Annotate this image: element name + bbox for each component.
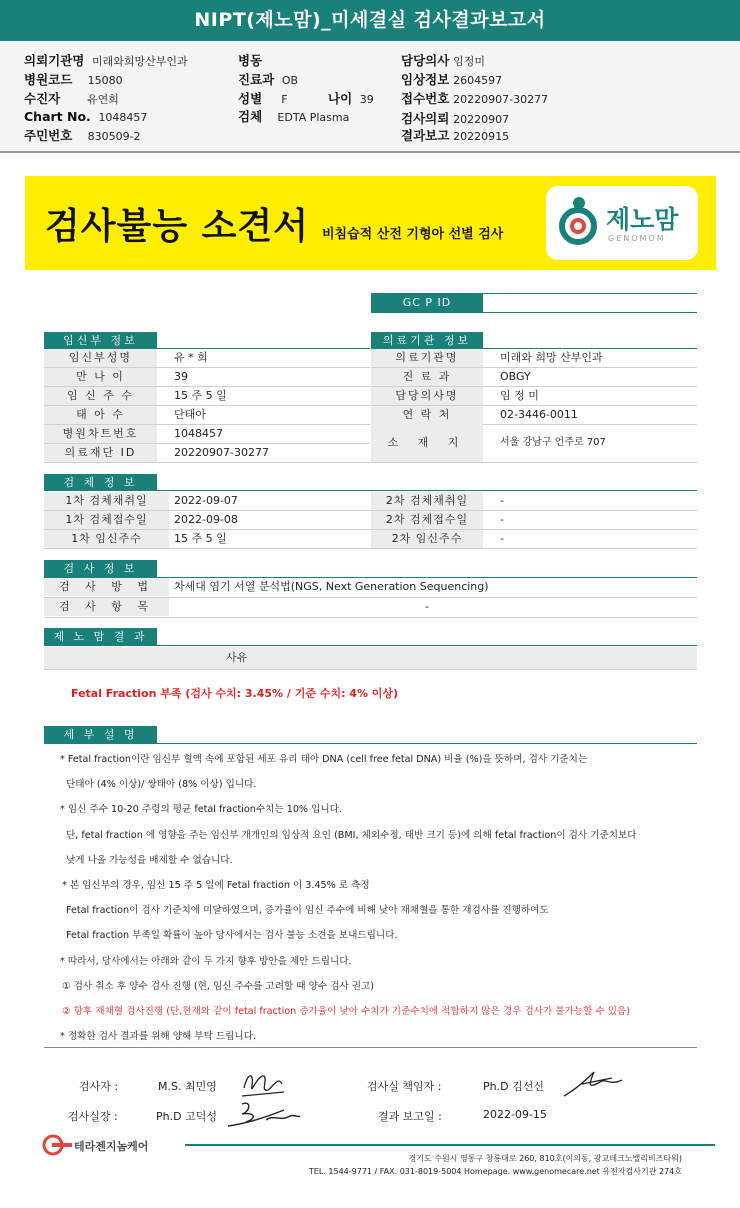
banner-title: 검사불능 소견서 [45,206,309,247]
chart-no-field: Chart No. 1048457 [24,109,148,124]
institution-field-value: 02-3446-0011 [500,408,578,421]
gcpid-bottom-line [371,312,697,313]
specimen-field-value: 2022-09-07 [174,494,238,507]
footer-address: 경기도 수원시 영통구 창룡대로 260, 810호(이의동, 광교테크노밸리비즈타워) [408,1154,682,1163]
director-name: Ph.D 고덕성 [156,1110,217,1123]
company-logo-icon [42,1134,74,1156]
test-bottom-line [44,617,697,618]
specimen-field-label: 1차 임신주수 [44,530,169,548]
sex-field: 성별 F [238,91,288,106]
patient-field-label: 태 아 수 [44,406,157,424]
institution-section-header: 의료기관 정보 [371,332,483,349]
result-bottom-line [44,669,697,670]
specimen-field-label: 1차 검체채취일 [44,492,169,510]
gcpid-label: GC P ID [371,293,483,312]
patient-field-value: 39 [174,370,188,383]
dept-field: 진료과 OB [238,72,299,87]
detail-note-line: * 정확한 검사 결과를 위해 양해 부탁 드립니다. [60,1031,257,1043]
detail-top-line [44,743,697,744]
test-section-header: 검 사 정 보 [44,560,157,577]
patient-field-value: 15 주 5 일 [174,389,227,402]
specimen-field-label: 1차 검체접수일 [44,511,169,529]
patient-field-label: 병원차트번호 [44,425,157,443]
institution-field-label: 진 료 과 [371,368,483,386]
detail-note-line: ① 검사 취소 후 양수 검사 진행 (현, 임신 주수를 고려할 때 양수 검사 권고) [62,980,375,992]
detail-note-line: * Fetal fraction이란 임신부 혈액 속에 포함된 세포 유리 태아 DNA (cell free fetal DNA) 비율 (%)을 뜻하며, 검사 기준치는 [60,754,588,765]
detail-note-line: 낮게 나올 가능성을 배제할 수 없습니다. [66,854,233,866]
receipt-no-field: 접수번호 20220907-30277 [401,91,549,106]
test-method-value: 차세대 염기 서열 분석법(NGS, Next Generation Sequencing) [174,580,489,593]
director-signature [224,1096,304,1136]
institution-field-label: 담당의사명 [371,387,483,405]
chief-name: Ph.D 김선신 [483,1080,544,1093]
specimen-field-label: 2차 검체접수일 [371,511,483,529]
detail-note-line: 단태아 (4% 이상)/ 쌍태아 (8% 이상) 입니다. [66,779,257,791]
chief-label: 검사실 책임자 : [367,1080,442,1093]
result-section-header: 제 노 맘 결 과 [44,628,157,645]
detail-note-line: Fetal fraction 부족일 확률이 높아 당사에서는 검사 불능 소견을 보내드립니다. [66,930,398,942]
patient-section-header: 임신부 정보 [44,332,157,349]
detail-note-line: Fetal fraction이 검사 기준치에 미달하였으며, 증가율이 임신 주수에 비해 낮아 재채혈을 통한 재검사를 진행하여도 [66,905,549,917]
footer-line [185,1144,715,1146]
specimen-field-value: - [500,532,504,545]
patient-field-label: 의료재단 ID [44,444,157,462]
specimen-field-value: - [500,494,504,507]
footer-contact: TEL. 1544-9771 / FAX. 031-8019-5004 Homepage. www.genomecare.net 유전자검사기관 274호 [308,1167,682,1176]
report-date-label: 결과 보고일 : [378,1110,442,1123]
banner [25,176,716,270]
tester-signature [238,1066,288,1100]
specimen-field-value: 2022-09-08 [174,513,238,526]
institution-field-label: 의료기관명 [371,349,483,367]
banner-subtitle: 비침습적 산전 기형아 선별 검사 [322,227,504,242]
patient-field-label: 임신부성명 [44,349,157,367]
institution-field-value: OBGY [500,370,531,383]
fetal-fraction-warning: Fetal Fraction 부족 (검사 수치: 3.45% / 기준 수치: 4% 이상) [71,687,399,700]
detail-note-line: ② 향후 재채혈 검사진행 (단,현재와 같이 fetal fraction 증가율이 낮아 수치가 기준수치에 적합하지 않은 경우 검사가 불가능할 수 있음) [62,1006,631,1017]
result-section-line [44,645,697,646]
test-item-label: 검 사 항 목 [44,598,169,616]
hospital-code-field: 병원코드 15080 [24,72,123,87]
genomom-logo-icon [546,186,606,260]
test-item-value: - [425,600,429,613]
institution-field-value: 미래와 희망 산부인과 [500,351,603,364]
logo-subtext: GENOMOM [608,234,666,243]
ward-field: 병동 [238,53,263,68]
patient-field-value: 유 * 희 [174,351,208,364]
patient-field-value: 20220907-30277 [174,446,269,459]
specimen-field-value: 15 주 5 일 [174,532,227,545]
specimen-field-label: 2차 검체채취일 [371,492,483,510]
patient-field-label: 임 신 주 수 [44,387,157,405]
patient-table-bottom-line [44,462,697,463]
specimen-row-line [44,548,697,549]
specimen-field-value: - [500,513,504,526]
specimen-section-line [44,490,697,491]
test-method-label: 검 사 방 법 [44,578,169,596]
patient-field-value: 1048457 [174,427,223,440]
report-date-field: 결과보고 20220915 [401,128,510,143]
specimen-section-header: 검 체 정 보 [44,474,157,491]
address-label: 소 재 지 [371,424,483,462]
report-title: NIPT(제노맘)_미세결실 검사결과보고서 [0,0,740,41]
detail-note-line: * 임신 주수 10-20 주령의 평균 fetal fraction수치는 10% 입니다. [60,804,342,816]
institution-field-value: 임 정 미 [500,389,539,402]
genomom-logo [546,186,698,260]
detail-bottom-line [44,1047,697,1048]
age-field: 나이 39 [328,91,374,106]
director-label: 검사실장 : [68,1110,118,1123]
company-logo-text: 테라젠지놈케어 [74,1140,149,1153]
specimen-field-label: 2차 임신주수 [371,530,483,548]
tester-label: 검사자 : [79,1080,119,1093]
report-header-info [0,41,740,153]
institution-field: 의뢰기관명 미래와희망산부인과 [24,53,188,68]
logo-text: 제노맘 [606,205,679,234]
patient-name-field: 수진자 유연희 [24,91,119,106]
doctor-field: 담당의사 임정미 [401,53,486,68]
clinical-info-field: 임상정보 2604597 [401,72,503,87]
specimen-field: 검체 EDTA Plasma [238,109,350,124]
report-date-value: 2022-09-15 [483,1108,547,1121]
gcpid-top-line [371,293,697,294]
detail-section-header: 세 부 설 명 [44,726,157,743]
result-reason-label: 사유 [44,647,697,669]
detail-note-line: 단, fetal fraction 에 영향을 주는 임신부 개개인의 임상적 요인 (BMI, 체외수정, 태반 크기 등)에 의해 fetal fraction이 검사 기준치보다 [66,829,637,841]
patient-field-label: 만 나 이 [44,368,157,386]
rrn-field: 주민번호 830509-2 [24,128,141,143]
patient-field-value: 단태아 [174,408,206,421]
chief-signature [560,1066,630,1102]
tester-name: M.S. 최민영 [158,1080,217,1093]
detail-note-line: * 본 임신부의 경우, 임신 15 주 5 일에 Fetal fraction 이 3.45% 로 측정 [62,880,370,891]
detail-note-line: * 따라서, 당사에서는 아래와 같이 두 가지 향후 방안을 제안 드립니다. [60,955,352,967]
address-value: 서울 강남구 언주로 707 [500,437,606,448]
institution-field-label: 연 락 처 [371,406,483,424]
request-date-field: 검사의뢰 20220907 [401,111,510,126]
